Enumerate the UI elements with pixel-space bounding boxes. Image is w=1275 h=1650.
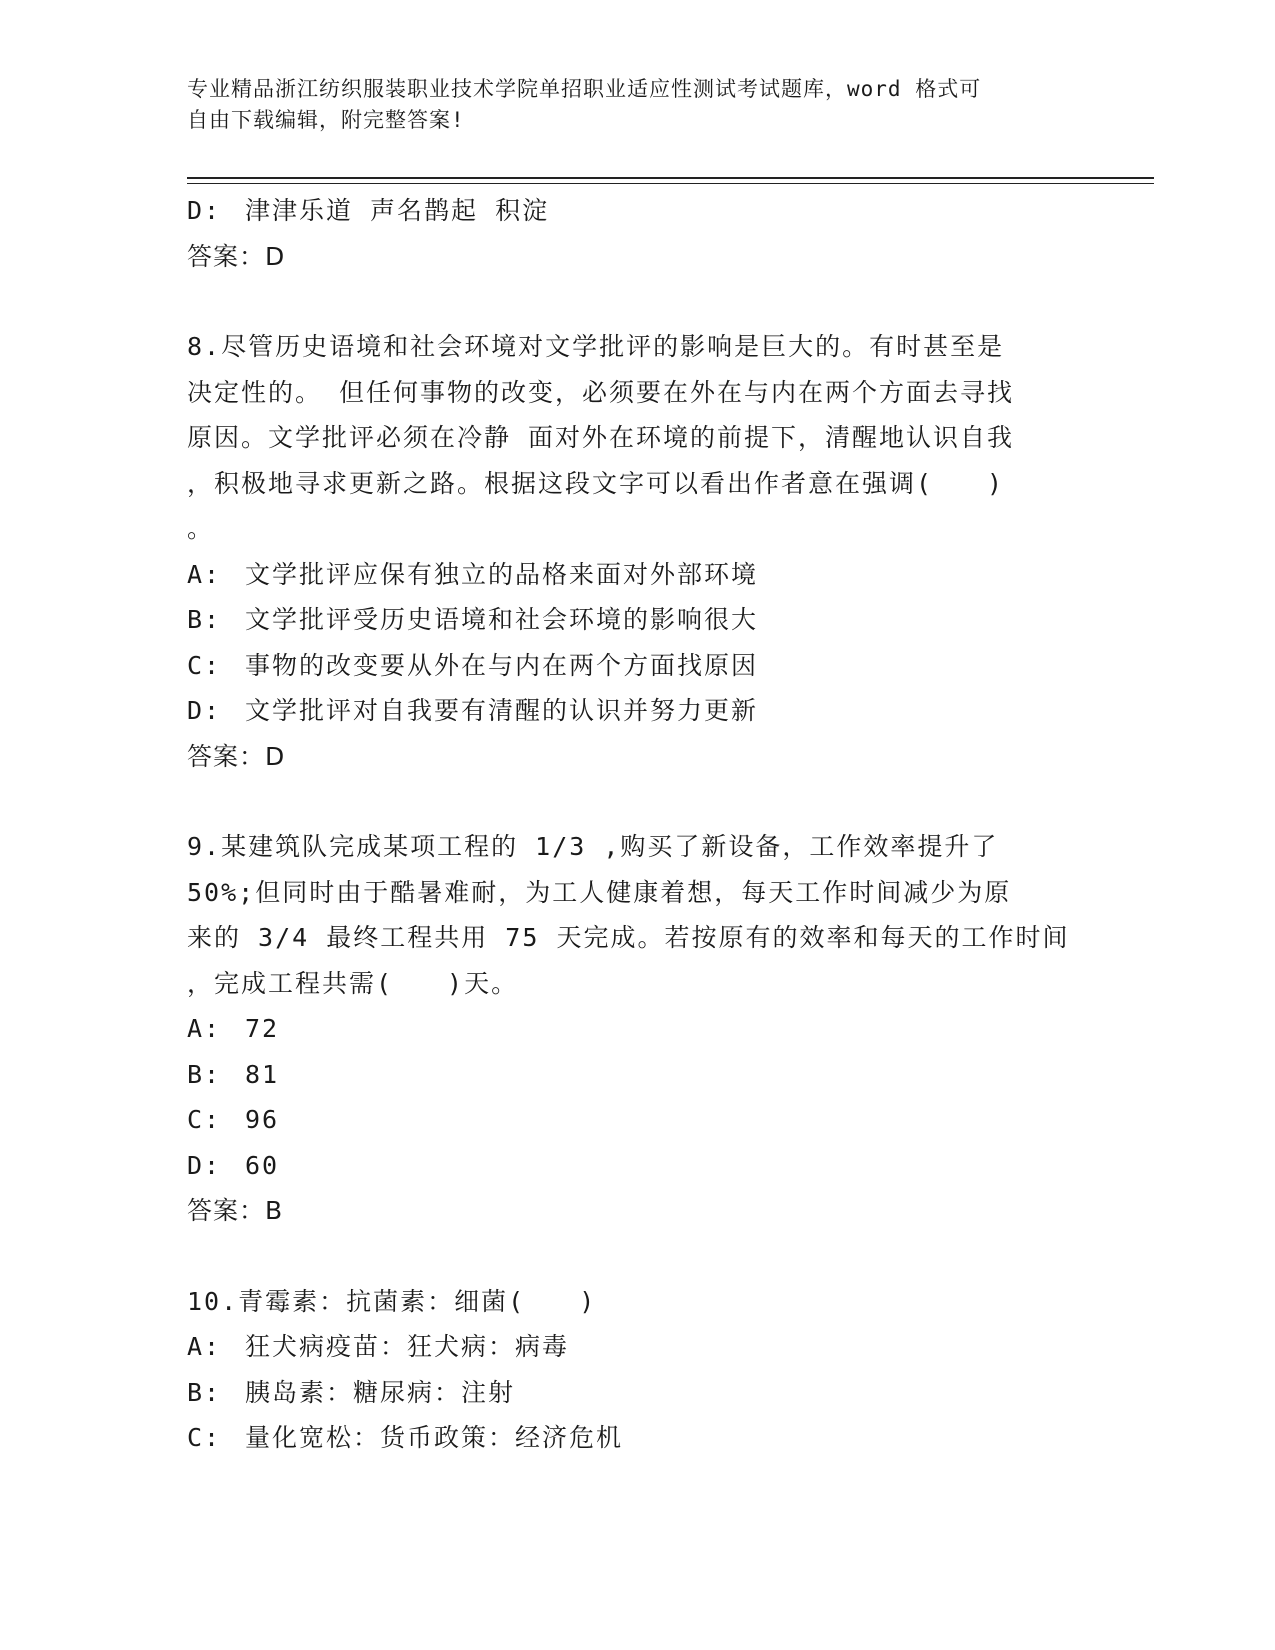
page-header bbox=[187, 74, 1087, 136]
option-letter: B: bbox=[187, 605, 222, 634]
option-text: 狂犬病疫苗：狂犬病：病毒 bbox=[245, 1332, 570, 1361]
option-text: 津津乐道 声名鹊起 积淀 bbox=[245, 196, 550, 225]
option-text: 胰岛素：糖尿病：注射 bbox=[245, 1377, 516, 1407]
option-text: 72 bbox=[245, 1014, 280, 1043]
prev-answer: 答案：D bbox=[187, 241, 286, 271]
option-text: 96 bbox=[245, 1105, 280, 1134]
option-letter: D: bbox=[187, 696, 222, 725]
option-text: 量化宽松：货币政策：经济危机 bbox=[245, 1423, 624, 1452]
option-letter: A: bbox=[187, 1014, 222, 1043]
question-9-line-3: 来的 3/4 最终工程共用 75 天完成。若按原有的效率和每天的工作时间 bbox=[187, 923, 1070, 952]
option-letter: C: bbox=[187, 1105, 222, 1134]
question-8-option-d bbox=[187, 688, 1087, 734]
option-letter: B: bbox=[187, 1377, 222, 1407]
option-text: 事物的改变要从外在与内在两个方面找原因 bbox=[245, 650, 759, 680]
spacer bbox=[187, 279, 1087, 324]
option-text: 81 bbox=[245, 1059, 280, 1089]
option-text: 60 bbox=[245, 1150, 280, 1180]
question-9-line-2: 50%;但同时由于酷暑难耐，为工人健康着想，每天工作时间减少为原 bbox=[187, 877, 1012, 907]
question-10-line-1: 10.青霉素：抗菌素：细菌( ) bbox=[187, 1286, 597, 1316]
question-8-line-5: 。 bbox=[187, 514, 215, 543]
spacer bbox=[187, 1234, 1087, 1279]
question-8-line-4: ，积极地寻求更新之路。根据这段文字可以看出作者意在强调( ) bbox=[187, 468, 1005, 498]
option-letter: D: bbox=[187, 1150, 222, 1180]
option-text: 文学批评受历史语境和社会环境的影响很大 bbox=[245, 605, 759, 634]
question-8-line-3: 原因。文学批评必须在冷静 面对外在环境的前提下，清醒地认识自我 bbox=[187, 423, 1015, 452]
header-line-2: 自由下载编辑，附完整答案! bbox=[187, 108, 465, 132]
option-letter: A: bbox=[187, 559, 222, 589]
question-8 bbox=[187, 324, 1087, 779]
option-letter: A: bbox=[187, 1332, 222, 1361]
question-8-option-a bbox=[187, 552, 1087, 598]
question-8-option-c bbox=[187, 643, 1087, 689]
question-10-option-c bbox=[187, 1415, 1087, 1461]
spacer bbox=[187, 779, 1087, 824]
document-body bbox=[187, 188, 1087, 1461]
question-9-option-d bbox=[187, 1143, 1087, 1189]
header-line-1: 专业精品浙江纺织服装职业技术学院单招职业适应性测试考试题库，word 格式可 bbox=[187, 77, 982, 101]
option-letter: C: bbox=[187, 1423, 222, 1452]
question-9-answer: 答案：B bbox=[187, 1196, 284, 1225]
question-9-line-1: 9.某建筑队完成某项工程的 1/3 ,购买了新设备，工作效率提升了 bbox=[187, 832, 999, 861]
question-9 bbox=[187, 824, 1087, 1234]
question-10-option-a bbox=[187, 1324, 1087, 1370]
question-10 bbox=[187, 1279, 1087, 1461]
header-rule-thin bbox=[187, 183, 1154, 184]
question-9-option-b bbox=[187, 1052, 1087, 1098]
question-8-line-2: 决定性的。 但任何事物的改变，必须要在外在与内在两个方面去寻找 bbox=[187, 377, 1015, 407]
option-text: 文学批评对自我要有清醒的认识并努力更新 bbox=[245, 696, 759, 725]
option-letter: B: bbox=[187, 1059, 222, 1089]
option-text: 文学批评应保有独立的品格来面对外部环境 bbox=[245, 559, 759, 589]
question-9-line-4: ，完成工程共需( )天。 bbox=[187, 968, 519, 998]
question-9-option-a bbox=[187, 1006, 1087, 1052]
option-letter: D: bbox=[187, 196, 222, 225]
question-8-answer: 答案：D bbox=[187, 741, 286, 771]
question-10-option-b bbox=[187, 1370, 1087, 1416]
option-letter: C: bbox=[187, 650, 222, 680]
question-9-option-c bbox=[187, 1097, 1087, 1143]
question-8-line-1: 8.尽管历史语境和社会环境对文学批评的影响是巨大的。有时甚至是 bbox=[187, 332, 1005, 361]
header-rule-thick bbox=[187, 177, 1154, 179]
question-8-option-b bbox=[187, 597, 1087, 643]
prev-option-d bbox=[187, 188, 1087, 234]
